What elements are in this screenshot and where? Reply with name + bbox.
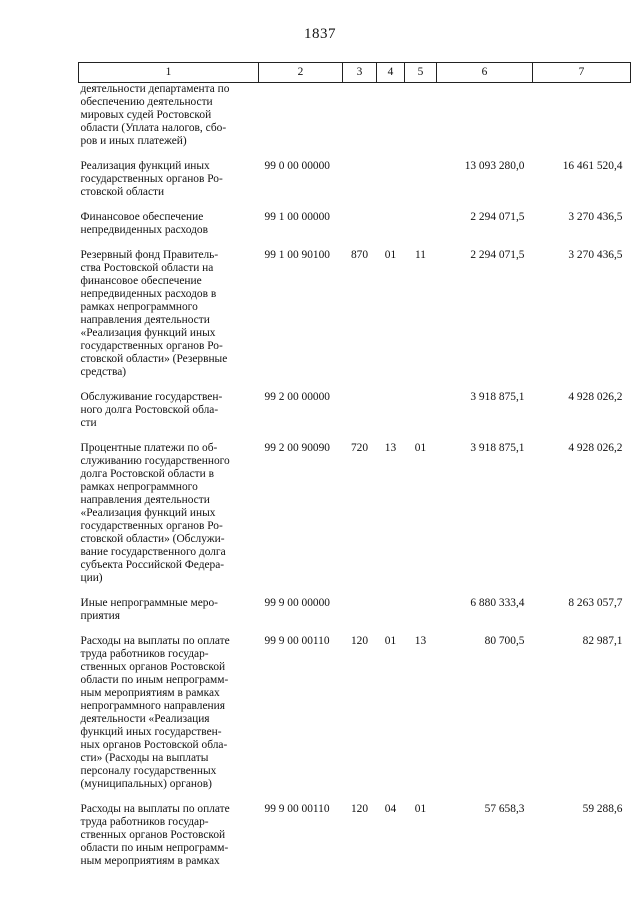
row-expense-type: 720 <box>350 442 369 454</box>
row-subsection: 01 <box>414 442 427 454</box>
row-target-code: 99 9 00 00000 <box>264 597 330 609</box>
row-subsection <box>405 154 437 205</box>
row-amount-year2 <box>533 83 631 155</box>
row-expense-type <box>343 154 377 205</box>
table-row <box>79 797 631 874</box>
row-amount-year1: 80 700,5 <box>484 635 525 647</box>
column-header: 4 <box>377 63 405 83</box>
row-subsection <box>405 83 437 155</box>
table-header-row <box>79 63 631 83</box>
row-section <box>377 205 405 243</box>
row-expense-type <box>343 385 377 436</box>
row-target-code: 99 1 00 90100 <box>264 249 330 261</box>
row-amount-year1: 3 918 875,1 <box>470 391 525 403</box>
row-section: 13 <box>384 442 397 454</box>
row-subsection <box>405 385 437 436</box>
column-header: 3 <box>343 63 377 83</box>
row-amount-year1: 3 918 875,1 <box>470 442 525 454</box>
row-section: 04 <box>384 803 397 815</box>
row-description: деятельности департамента по обеспечению деятельности мировых судей Ростовской области (Уплата налогов, сбо- ров и иных платежей) <box>80 83 230 147</box>
row-target-code: 99 9 00 00110 <box>264 635 330 647</box>
table-row <box>79 83 631 155</box>
row-description: Резервный фонд Правитель- ства Ростовской области на финансовое обеспечение непредвиденных расходов в рамках непрограммного направления деятельности «Реализация функций иных государственных органов Ро- стовской области» (Резервные средства) <box>80 249 228 378</box>
column-header: 2 <box>259 63 343 83</box>
row-target-code <box>259 83 343 155</box>
row-amount-year2: 3 270 436,5 <box>568 211 623 223</box>
row-target-code: 99 1 00 00000 <box>264 211 330 223</box>
row-description: Процентные платежи по об- служиванию государственного долга Ростовской области в рамках непрограммного направления деятельности «Реализация функций иных государственных органов Ро- стовской области» (Обслужи- вание государственного долга субъекта Российской Федера- ции) <box>80 442 230 584</box>
row-section: 01 <box>384 249 397 261</box>
row-subsection: 13 <box>414 635 427 647</box>
row-amount-year2: 3 270 436,5 <box>568 249 623 261</box>
row-amount-year1: 6 880 333,4 <box>470 597 525 609</box>
row-amount-year1: 13 093 280,0 <box>464 160 525 172</box>
row-subsection: 01 <box>414 803 427 815</box>
budget-table <box>78 62 631 874</box>
row-expense-type: 870 <box>350 249 369 261</box>
row-expense-type: 120 <box>350 635 369 647</box>
row-subsection: 11 <box>415 249 426 261</box>
row-section <box>377 591 405 629</box>
row-subsection <box>405 205 437 243</box>
row-amount-year2: 4 928 026,2 <box>568 391 623 403</box>
table-row <box>79 154 631 205</box>
row-amount-year2: 4 928 026,2 <box>568 442 623 454</box>
row-amount-year2: 82 987,1 <box>582 635 623 647</box>
row-amount-year2: 16 461 520,4 <box>562 160 623 172</box>
row-target-code: 99 2 00 90090 <box>264 442 330 454</box>
row-description: Обслуживание государствен- ного долга Ростовской обла- сти <box>80 391 223 429</box>
column-header: 7 <box>533 63 631 83</box>
row-section: 01 <box>384 635 397 647</box>
table-row <box>79 385 631 436</box>
table-row <box>79 591 631 629</box>
row-expense-type: 120 <box>350 803 369 815</box>
row-description: Иные непрограммные меро- приятия <box>80 597 218 622</box>
row-target-code: 99 0 00 00000 <box>264 160 330 172</box>
row-target-code: 99 2 00 00000 <box>264 391 330 403</box>
table-row <box>79 243 631 385</box>
row-amount-year2: 8 263 057,7 <box>568 597 623 609</box>
row-amount-year1: 2 294 071,5 <box>470 249 525 261</box>
table-row <box>79 436 631 591</box>
row-section <box>377 83 405 155</box>
row-amount-year1: 57 658,3 <box>484 803 525 815</box>
row-subsection <box>405 591 437 629</box>
table-row <box>79 629 631 797</box>
row-section <box>377 154 405 205</box>
column-header: 6 <box>437 63 533 83</box>
row-expense-type <box>343 591 377 629</box>
row-section <box>377 385 405 436</box>
row-description: Расходы на выплаты по оплате труда работников государ- ственных органов Ростовской области по иным непрограмм- ным мероприятиям в рамках <box>80 803 230 867</box>
row-target-code: 99 9 00 00110 <box>264 803 330 815</box>
column-header: 1 <box>79 63 259 83</box>
row-expense-type <box>343 83 377 155</box>
page-number: 1837 <box>304 26 336 42</box>
table-row <box>79 205 631 243</box>
row-expense-type <box>343 205 377 243</box>
row-amount-year1 <box>437 83 533 155</box>
column-header: 5 <box>405 63 437 83</box>
row-amount-year2: 59 288,6 <box>582 803 623 815</box>
row-description: Расходы на выплаты по оплате труда работников государ- ственных органов Ростовской области по иным непрограмм- ным мероприятиям в рамках непрограммного направления деятельности «Реализация функций иных государствен- ных органов Ростовской обла- сти» (Расходы на выплаты персоналу государственных (муниципальных) органов) <box>80 635 230 790</box>
row-description: Финансовое обеспечение непредвиденных расходов <box>80 211 209 236</box>
row-amount-year1: 2 294 071,5 <box>470 211 525 223</box>
row-description: Реализация функций иных государственных органов Ро- стовской области <box>80 160 223 198</box>
